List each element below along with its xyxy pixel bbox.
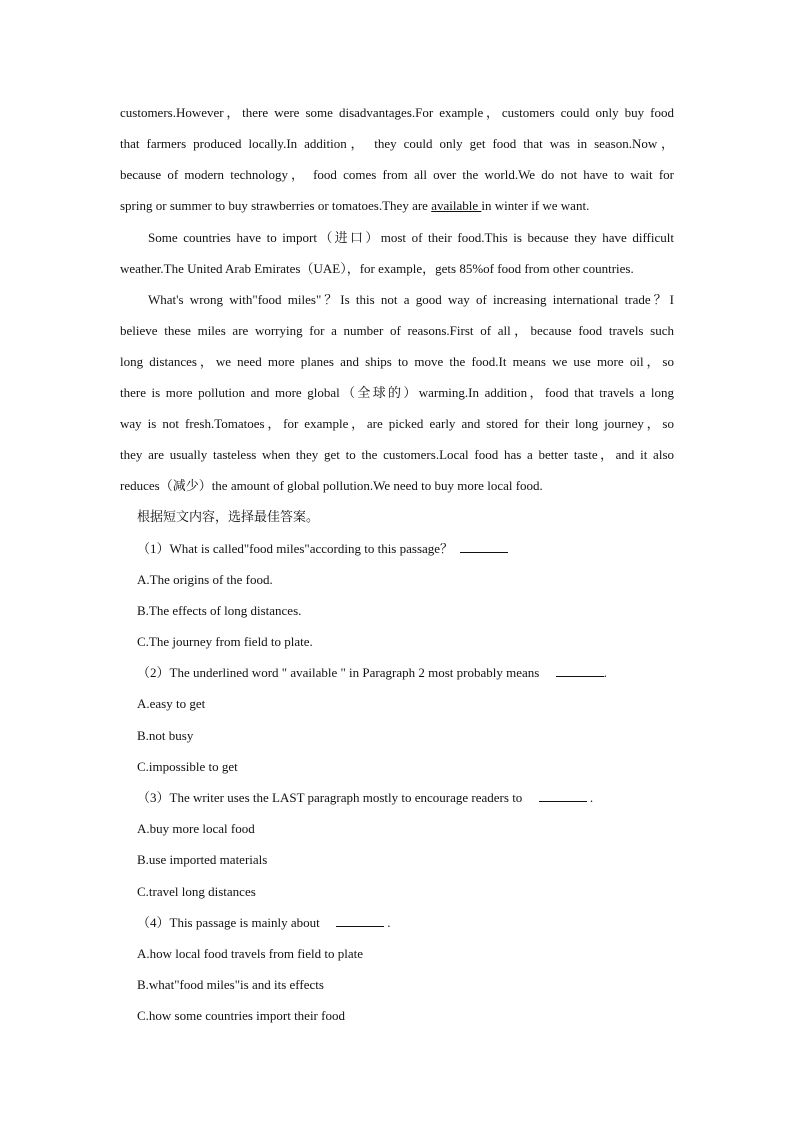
paragraph-line: way is not fresh.Tomatoes，for example，are picked early and stored for their long journey，so (120, 416, 674, 431)
question-suffix: . (387, 915, 391, 930)
question-1-stem (137, 539, 508, 559)
passage-paragraph-3 (120, 284, 674, 501)
paragraph-line: Some countries have to import（进口）most of their food.This is because they have difficult (148, 230, 674, 245)
question-3-option-c: C.travel long distances (137, 884, 256, 899)
answer-blank[interactable] (539, 788, 587, 802)
question-3-stem (137, 788, 593, 808)
question-4-option-b: B.what"food miles"is and its effects (137, 977, 324, 992)
question-3-option-a: A.buy more local food (137, 821, 255, 836)
question-text: （1）What is called"food miles"according to this passage？ (137, 541, 454, 556)
paragraph-line: that farmers produced locally.In addition， they could only get food that was in season.Now， (120, 136, 674, 151)
paragraph-line: long distances，we need more planes and ships to move the food.It means we use more oil，so (120, 354, 674, 369)
paragraph-text: spring or summer to buy strawberries or tomatoes.They are (120, 198, 432, 213)
question-2-option-b: B.not busy (137, 728, 194, 743)
underlined-word-available: available (431, 198, 482, 213)
paragraph-line (120, 190, 674, 221)
question-4-option-c: C.how some countries import their food (137, 1008, 345, 1023)
paragraph-line: weather.The United Arab Emirates（UAE），for example，gets 85%of food from other countries. (120, 261, 634, 276)
question-suffix: . (589, 790, 594, 805)
question-2-option-c: C.impossible to get (137, 759, 238, 774)
question-1-option-c: C.The journey from field to plate. (137, 634, 313, 649)
answer-blank[interactable] (336, 913, 384, 927)
passage-paragraph-1 (120, 97, 674, 221)
question-2-stem (137, 663, 607, 683)
paragraph-line: customers.However，there were some disadvantages.For example，customers could only buy food (120, 105, 674, 120)
question-3-option-b: B.use imported materials (137, 852, 268, 867)
paragraph-line: reduces（减少）the amount of global pollution.We need to buy more local food. (120, 478, 543, 493)
question-2-option-a: A.easy to get (137, 696, 206, 711)
answer-blank[interactable] (556, 663, 604, 677)
question-text: （2）The underlined word " available " in Paragraph 2 most probably means (137, 665, 540, 680)
paragraph-line: there is more pollution and more global（全球的）warming.In addition，food that travels a long (120, 385, 674, 400)
question-1-option-b: B.The effects of long distances. (137, 603, 302, 618)
passage-paragraph-2 (120, 222, 674, 284)
paragraph-line: What's wrong with"food miles"？Is this not a good way of increasing international trade？I (148, 292, 674, 307)
question-suffix: . (603, 665, 607, 680)
paragraph-line: believe these miles are worrying for a number of reasons.First of all，because food travels such (120, 323, 674, 338)
question-4-stem (137, 913, 390, 933)
question-text: （3）The writer uses the LAST paragraph mostly to encourage readers to (137, 790, 523, 805)
question-1-option-a: A.The origins of the food. (137, 572, 273, 587)
instruction-text: 根据短文内容，选择最佳答案。 (137, 510, 320, 525)
question-4-option-a: A.how local food travels from field to plate (137, 946, 363, 961)
question-text: （4）This passage is mainly about (137, 915, 320, 930)
paragraph-line: they are usually tasteless when they get to the customers.Local food has a better taste，and it also (120, 447, 674, 462)
paragraph-text: in winter if we want. (481, 198, 590, 213)
answer-blank[interactable] (460, 539, 508, 553)
paragraph-line: because of modern technology， food comes from all over the world.We do not have to wait for (120, 167, 674, 182)
